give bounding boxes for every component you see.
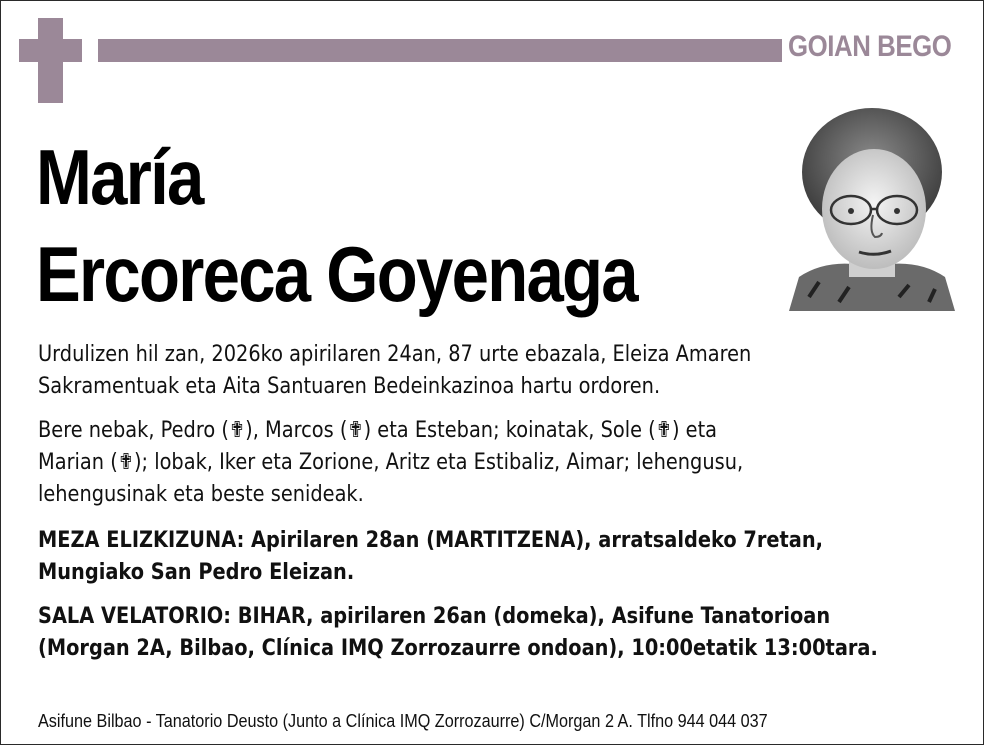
death-notice-line-2: Sakramentuak eta Aita Santuaren Bedeinkazinoa hartu ordoren.	[38, 374, 661, 399]
wake-line-1: SALA VELATORIO: BIHAR, apirilaren 26an (domeka), Asifune Tanatorioan	[38, 604, 831, 629]
funeral-mass-paragraph	[38, 525, 865, 589]
deceased-first-name: María	[36, 133, 203, 221]
brand-title: GOIAN BEGO	[788, 30, 952, 63]
header-divider-bar	[98, 39, 782, 62]
death-notice-line-1: Urdulizen hil zan, 2026ko apirilaren 24an, 87 urte ebazala, Eleiza Amaren	[38, 342, 752, 367]
relatives-line-1: Bere nebak, Pedro (✟), Marcos (✟) eta Esteban; koinatak, Sole (✟) eta	[38, 418, 718, 443]
deceased-last-names: Ercoreca Goyenaga	[36, 230, 637, 318]
funeral-mass-line-2: Mungiako San Pedro Eleizan.	[38, 560, 355, 585]
cross-horizontal-bar	[19, 39, 82, 62]
portrait-photo	[789, 97, 955, 311]
funeral-home-footer: Asifune Bilbao - Tanatorio Deusto (Junto a Clínica IMQ Zorrozaurre) C/Morgan 2 A. Tlfno 944 044 037	[38, 711, 768, 731]
funeral-mass-line-1: MEZA ELIZKIZUNA: Apirilaren 28an (MARTITZENA), arratsaldeko 7retan,	[38, 528, 823, 553]
relatives-line-2: Marian (✟); lobak, Iker eta Zorione, Aritz eta Estibaliz, Aimar; lehengusu,	[38, 450, 744, 475]
death-notice-paragraph	[38, 339, 865, 403]
wake-paragraph	[38, 601, 878, 665]
wake-line-2: (Morgan 2A, Bilbao, Clínica IMQ Zorrozaurre ondoan), 10:00etatik 13:00tara.	[38, 636, 878, 661]
relatives-line-3: lehengusinak eta beste senideak.	[38, 482, 364, 507]
relatives-paragraph	[38, 415, 865, 511]
